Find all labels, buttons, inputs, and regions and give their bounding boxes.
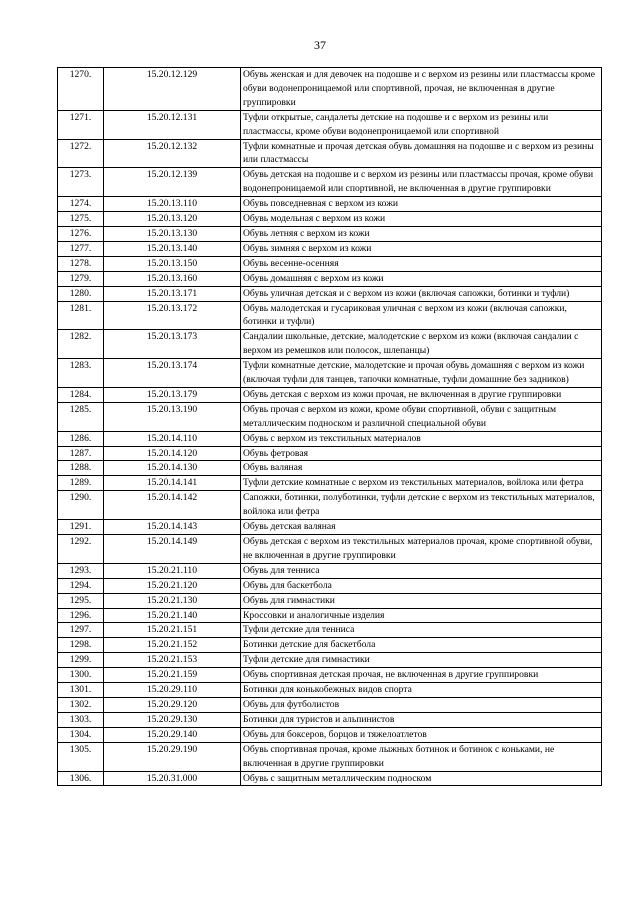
row-number-cell: 1271.	[58, 110, 104, 139]
product-code-cell: 15.20.21.130	[104, 593, 241, 608]
row-number-cell: 1278.	[58, 256, 104, 271]
product-code-cell: 15.20.29.110	[104, 683, 241, 698]
registry-table	[57, 67, 602, 786]
product-code-cell: 15.20.21.120	[104, 578, 241, 593]
row-number-cell: 1273.	[58, 168, 104, 197]
row-number-cell: 1275.	[58, 212, 104, 227]
table-row	[58, 461, 602, 476]
product-code-cell: 15.20.29.120	[104, 697, 241, 712]
row-number-cell: 1283.	[58, 359, 104, 388]
product-code-cell: 15.20.21.159	[104, 668, 241, 683]
table-row	[58, 668, 602, 683]
product-code-cell: 15.20.14.149	[104, 535, 241, 564]
row-number-cell: 1300.	[58, 668, 104, 683]
product-name-cell: Туфли детские для тенниса	[241, 623, 602, 638]
product-name-cell: Обувь для боксеров, борцов и тяжелоатлетов	[241, 727, 602, 742]
registry-table-body	[58, 68, 602, 786]
table-row	[58, 623, 602, 638]
table-row	[58, 535, 602, 564]
product-name-cell: Кроссовки и аналогичные изделия	[241, 608, 602, 623]
row-number-cell: 1298.	[58, 638, 104, 653]
product-name-cell: Туфли детские комнатные с верхом из текстильных материалов, войлока или фетра	[241, 476, 602, 491]
table-row	[58, 608, 602, 623]
product-name-cell: Обувь с верхом из текстильных материалов	[241, 431, 602, 446]
product-name-cell: Обувь модельная с верхом из кожи	[241, 212, 602, 227]
table-row	[58, 139, 602, 168]
table-row	[58, 638, 602, 653]
product-code-cell: 15.20.29.190	[104, 742, 241, 771]
product-code-cell: 15.20.29.140	[104, 727, 241, 742]
table-row	[58, 742, 602, 771]
table-row	[58, 578, 602, 593]
product-code-cell: 15.20.21.152	[104, 638, 241, 653]
table-row	[58, 446, 602, 461]
table-row	[58, 402, 602, 431]
product-name-cell: Обувь детская с верхом из кожи прочая, не включенная в другие группировки	[241, 387, 602, 402]
product-code-cell: 15.20.13.120	[104, 212, 241, 227]
product-name-cell: Обувь прочая с верхом из кожи, кроме обуви спортивной, обуви с защитным металлическим подноском и различной специальной обуви	[241, 402, 602, 431]
product-name-cell: Обувь с защитным металлическим подноском	[241, 771, 602, 786]
product-code-cell: 15.20.21.110	[104, 563, 241, 578]
product-code-cell: 15.20.13.179	[104, 387, 241, 402]
product-name-cell: Туфли комнатные детские, малодетские и прочая обувь домашняя с верхом из кожи (включая туфли для танцев, тапочки комнатные, туфли домашние без задников)	[241, 359, 602, 388]
product-name-cell: Обувь повседневная с верхом из кожи	[241, 197, 602, 212]
product-code-cell: 15.20.13.174	[104, 359, 241, 388]
product-name-cell: Обувь весенне-осенняя	[241, 256, 602, 271]
row-number-cell: 1294.	[58, 578, 104, 593]
table-row	[58, 359, 602, 388]
product-name-cell: Туфли открытые, сандалеты детские на подошве и с верхом из резины или пластмассы, кроме обуви водонепроницаемой или спортивной	[241, 110, 602, 139]
row-number-cell: 1277.	[58, 241, 104, 256]
row-number-cell: 1305.	[58, 742, 104, 771]
row-number-cell: 1291.	[58, 520, 104, 535]
table-row	[58, 197, 602, 212]
row-number-cell: 1296.	[58, 608, 104, 623]
product-code-cell: 15.20.14.120	[104, 446, 241, 461]
table-row	[58, 212, 602, 227]
product-code-cell: 15.20.13.110	[104, 197, 241, 212]
product-code-cell: 15.20.14.130	[104, 461, 241, 476]
product-code-cell: 15.20.13.171	[104, 286, 241, 301]
table-row	[58, 712, 602, 727]
product-name-cell: Туфли комнатные и прочая детская обувь домашняя на подошве и с верхом из резины или пластмассы	[241, 139, 602, 168]
product-code-cell: 15.20.21.153	[104, 653, 241, 668]
product-code-cell: 15.20.13.140	[104, 241, 241, 256]
product-name-cell: Обувь для гимнастики	[241, 593, 602, 608]
product-name-cell: Обувь для тенниса	[241, 563, 602, 578]
row-number-cell: 1304.	[58, 727, 104, 742]
table-row	[58, 168, 602, 197]
row-number-cell: 1286.	[58, 431, 104, 446]
row-number-cell: 1272.	[58, 139, 104, 168]
row-number-cell: 1282.	[58, 330, 104, 359]
product-name-cell: Обувь для баскетбола	[241, 578, 602, 593]
product-code-cell: 15.20.21.140	[104, 608, 241, 623]
table-row	[58, 491, 602, 520]
product-name-cell: Обувь детская валяная	[241, 520, 602, 535]
table-row	[58, 683, 602, 698]
product-name-cell: Обувь спортивная детская прочая, не включенная в другие группировки	[241, 668, 602, 683]
product-name-cell: Обувь уличная детская и с верхом из кожи (включая сапожки, ботинки и туфли)	[241, 286, 602, 301]
row-number-cell: 1293.	[58, 563, 104, 578]
product-name-cell: Обувь домашняя с верхом из кожи	[241, 271, 602, 286]
table-row	[58, 697, 602, 712]
row-number-cell: 1274.	[58, 197, 104, 212]
product-name-cell: Обувь женская и для девочек на подошве и с верхом из резины или пластмассы кроме обуви водонепроницаемой или спортивной, прочая, не включенная в другие группировки	[241, 68, 602, 111]
row-number-cell: 1290.	[58, 491, 104, 520]
row-number-cell: 1289.	[58, 476, 104, 491]
product-code-cell: 15.20.13.173	[104, 330, 241, 359]
row-number-cell: 1285.	[58, 402, 104, 431]
table-row	[58, 653, 602, 668]
page-number: 37	[314, 38, 326, 52]
product-code-cell: 15.20.14.143	[104, 520, 241, 535]
product-code-cell: 15.20.13.190	[104, 402, 241, 431]
product-name-cell: Обувь детская на подошве и с верхом из резины или пластмассы прочая, кроме обуви водонепроницаемой или спортивной, не включенная в другие группировки	[241, 168, 602, 197]
product-code-cell: 15.20.13.160	[104, 271, 241, 286]
row-number-cell: 1302.	[58, 697, 104, 712]
table-row	[58, 476, 602, 491]
table-row	[58, 563, 602, 578]
table-row	[58, 271, 602, 286]
table-row	[58, 727, 602, 742]
product-name-cell: Обувь летняя с верхом из кожи	[241, 226, 602, 241]
product-code-cell: 15.20.14.141	[104, 476, 241, 491]
product-code-cell: 15.20.13.172	[104, 301, 241, 330]
product-code-cell: 15.20.12.139	[104, 168, 241, 197]
product-code-cell: 15.20.29.130	[104, 712, 241, 727]
table-row	[58, 301, 602, 330]
row-number-cell: 1303.	[58, 712, 104, 727]
product-name-cell: Ботинки для конькобежных видов спорта	[241, 683, 602, 698]
product-name-cell: Ботинки для туристов и альпинистов	[241, 712, 602, 727]
row-number-cell: 1295.	[58, 593, 104, 608]
product-name-cell: Ботинки детские для баскетбола	[241, 638, 602, 653]
table-row	[58, 226, 602, 241]
product-code-cell: 15.20.14.142	[104, 491, 241, 520]
product-name-cell: Обувь для футболистов	[241, 697, 602, 712]
product-code-cell: 15.20.12.132	[104, 139, 241, 168]
product-name-cell: Обувь детская с верхом из текстильных материалов прочая, кроме спортивной обуви, не включенная в другие группировки	[241, 535, 602, 564]
row-number-cell: 1270.	[58, 68, 104, 111]
row-number-cell: 1297.	[58, 623, 104, 638]
table-row	[58, 286, 602, 301]
row-number-cell: 1284.	[58, 387, 104, 402]
table-row	[58, 110, 602, 139]
row-number-cell: 1279.	[58, 271, 104, 286]
product-name-cell: Туфли детские для гимнастики	[241, 653, 602, 668]
product-code-cell: 15.20.13.130	[104, 226, 241, 241]
product-name-cell: Обувь валяная	[241, 461, 602, 476]
product-name-cell: Сапожки, ботинки, полуботинки, туфли детские с верхом из текстильных материалов, войлока или фетра	[241, 491, 602, 520]
table-row	[58, 330, 602, 359]
row-number-cell: 1280.	[58, 286, 104, 301]
table-row	[58, 256, 602, 271]
product-code-cell: 15.20.21.151	[104, 623, 241, 638]
product-code-cell: 15.20.13.150	[104, 256, 241, 271]
row-number-cell: 1287.	[58, 446, 104, 461]
table-row	[58, 593, 602, 608]
product-code-cell: 15.20.12.131	[104, 110, 241, 139]
row-number-cell: 1299.	[58, 653, 104, 668]
product-name-cell: Обувь спортивная прочая, кроме лыжных ботинок и ботинок с коньками, не включенная в другие группировки	[241, 742, 602, 771]
product-code-cell: 15.20.14.110	[104, 431, 241, 446]
product-name-cell: Обувь зимняя с верхом из кожи	[241, 241, 602, 256]
product-name-cell: Обувь малодетская и гусариковая уличная с верхом из кожи (включая сапожки, ботинки и туфли)	[241, 301, 602, 330]
table-row	[58, 241, 602, 256]
row-number-cell: 1276.	[58, 226, 104, 241]
table-row	[58, 431, 602, 446]
table-row	[58, 387, 602, 402]
row-number-cell: 1281.	[58, 301, 104, 330]
table-row	[58, 520, 602, 535]
row-number-cell: 1306.	[58, 771, 104, 786]
row-number-cell: 1288.	[58, 461, 104, 476]
product-code-cell: 15.20.31.000	[104, 771, 241, 786]
row-number-cell: 1301.	[58, 683, 104, 698]
table-row	[58, 68, 602, 111]
product-code-cell: 15.20.12.129	[104, 68, 241, 111]
row-number-cell: 1292.	[58, 535, 104, 564]
product-name-cell: Обувь фетровая	[241, 446, 602, 461]
product-name-cell: Сандалии школьные, детские, малодетские с верхом из кожи (включая сандалии с верхом из ремешков или полосок, шлепанцы)	[241, 330, 602, 359]
table-row	[58, 771, 602, 786]
